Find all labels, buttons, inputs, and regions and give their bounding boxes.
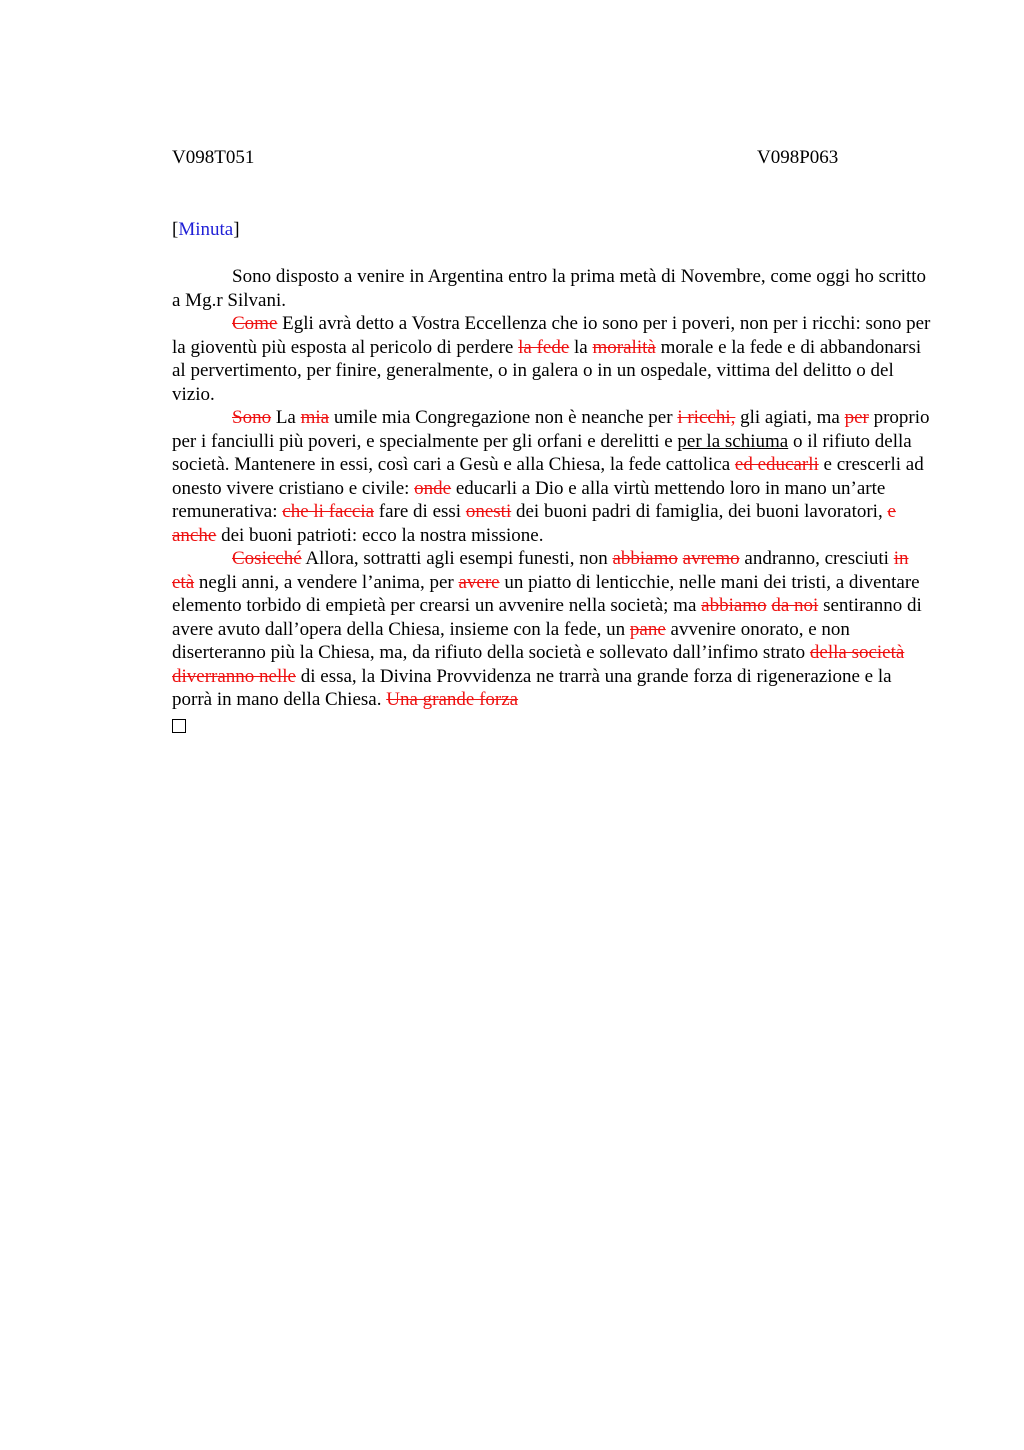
text: sentiranno di avere avuto dall’opera della Chiesa, insieme con la fede, un	[172, 595, 922, 640]
deleted-text: che li faccia	[282, 501, 375, 522]
paragraph-4	[172, 547, 932, 712]
deleted-text: da noi	[771, 595, 819, 616]
text: educarli a Dio e alla virtù mettendo loro in mano un’arte remunerativa:	[172, 477, 886, 522]
paragraph-2	[172, 312, 932, 406]
deleted-text: in età	[172, 548, 909, 593]
text: proprio per i fanciulli più poveri, e specialmente per gli orfani e derelitti e	[172, 407, 930, 452]
deleted-text: la fede	[518, 336, 570, 358]
deleted-text: della società diverranno nelle	[172, 642, 905, 687]
minuta-heading	[172, 218, 240, 242]
deleted-text: e anche	[172, 501, 896, 546]
text: negli anni, a vendere l’anima, per	[194, 571, 459, 593]
end-marker	[172, 715, 932, 734]
text: la	[569, 336, 593, 358]
deleted-text: Come	[232, 313, 278, 334]
text: di essa, la Divina Provvidenza ne trarrà una grande forza di rigenerazione e la porrà in mano della Chiesa.	[172, 665, 892, 710]
document-code-left: V098T051	[172, 147, 255, 168]
text: Egli avrà detto a Vostra Eccellenza che io sono per i poveri, non per i ricchi: sono per la gioventù più esposta al pericolo di perdere	[172, 313, 931, 358]
empty-square-icon	[172, 719, 186, 733]
document-body	[172, 265, 932, 733]
text: morale e la fede e di abbandonarsi al pervertimento, per finire, generalmente, o in galera o in un ospedale, vittima del delitto o del vizio.	[172, 336, 922, 405]
text: andranno, cresciuti	[739, 548, 894, 569]
deleted-text: Sono	[232, 407, 272, 428]
deleted-text: Una grande forza	[386, 689, 519, 710]
text: umile mia Congregazione non è neanche per	[329, 407, 678, 428]
document-code-right: V098P063	[757, 147, 839, 168]
minuta-label: Minuta	[178, 219, 234, 240]
text: avvenire onorato, e non diserteranno più la Chiesa, ma, da rifiuto della società e sollevato dall’infimo strato	[172, 618, 850, 663]
deleted-text: mia	[300, 407, 330, 428]
text: dei buoni patrioti: ecco la nostra missione.	[216, 524, 544, 546]
deleted-text: ed educarli	[734, 454, 819, 475]
underlined-text: per la schiuma	[677, 430, 789, 452]
deleted-text: avere	[458, 571, 500, 593]
deleted-text: avremo	[682, 548, 740, 569]
text: un piatto di lenticchie, nelle mani dei tristi, a diventare elemento torbido di empietà per crearsi un avvenire nella società; ma	[172, 571, 920, 616]
paragraph-3	[172, 406, 932, 547]
text: e crescerli ad onesto vivere cristiano e civile:	[172, 454, 924, 499]
deleted-text: Cosicché	[232, 548, 302, 569]
deleted-text: onesti	[465, 501, 512, 522]
deleted-text: i ricchi,	[677, 407, 736, 428]
text: o il rifiuto della società. Mantenere in essi, così cari a Gesù e alla Chiesa, la fede cattolica	[172, 430, 912, 475]
text: dei buoni padri di famiglia, dei buoni lavoratori,	[511, 501, 888, 522]
minuta-open-bracket: [	[172, 219, 179, 240]
paragraph-1	[172, 265, 932, 312]
deleted-text: per	[844, 407, 869, 428]
deleted-text: abbiamo	[701, 595, 767, 616]
text: fare di essi	[374, 501, 466, 522]
deleted-text: onde	[414, 477, 452, 499]
text: gli agiati, ma	[735, 407, 845, 428]
text: Sono disposto a venire in Argentina entro la prima metà di Novembre, come oggi ho scritto a Mg.r Silvani.	[172, 266, 927, 311]
minuta-close-bracket: ]	[233, 219, 240, 240]
deleted-text: moralità	[592, 336, 656, 358]
deleted-text: abbiamo	[612, 548, 678, 569]
deleted-text: pane	[629, 618, 666, 640]
text: Allora, sottratti agli esempi funesti, non	[301, 548, 613, 569]
text: La	[271, 407, 301, 428]
